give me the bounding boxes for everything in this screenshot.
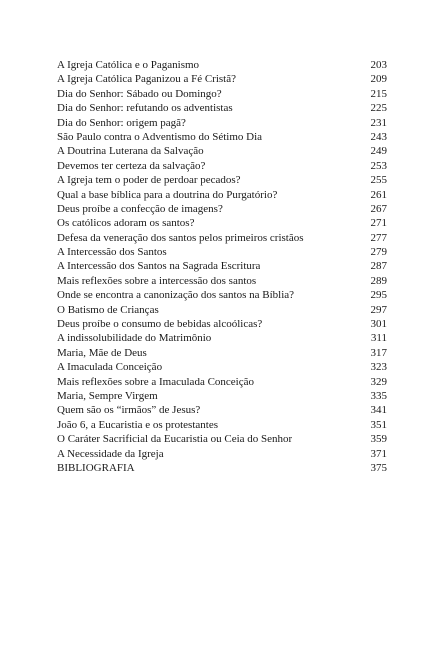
toc-entry-page-number: 253 <box>370 159 387 172</box>
toc-entry-page-number: 375 <box>370 461 387 474</box>
toc-entry <box>57 173 387 187</box>
toc-entry-title: São Paulo contra o Adventismo do Sétimo Dia <box>57 130 263 143</box>
toc-entry-page-number: 271 <box>370 217 387 230</box>
toc-entry-page-number: 335 <box>370 389 387 402</box>
toc-entry <box>57 432 387 446</box>
toc-entry-title: A Intercessão dos Santos <box>57 246 167 259</box>
toc-entry-title: Defesa da veneração dos santos pelos primeiros cristãos <box>57 231 304 244</box>
toc-entry <box>57 418 387 432</box>
toc-entry-page-number: 323 <box>370 361 387 374</box>
toc-entry <box>57 202 387 216</box>
toc-entry-title: Quem são os “irmãos” de Jesus? <box>57 404 201 417</box>
toc-entry-title: A Igreja Católica e o Paganismo <box>57 59 200 71</box>
toc-entry <box>57 130 387 144</box>
toc-entry <box>57 274 387 288</box>
toc-entry <box>57 461 387 475</box>
toc-entry <box>57 317 387 331</box>
toc-entry <box>57 360 387 374</box>
toc-entry-page-number: 203 <box>370 59 387 71</box>
toc-entry <box>57 375 387 389</box>
toc-entry-page-number: 329 <box>370 375 387 388</box>
toc-entry-page-number: 317 <box>370 346 387 359</box>
toc-entry-title: Mais reflexões sobre a intercessão dos santos <box>57 274 257 287</box>
toc-entry-page-number: 267 <box>370 202 387 215</box>
toc-entry <box>57 188 387 202</box>
toc-entry <box>57 72 387 86</box>
toc-entry <box>57 159 387 173</box>
toc-entry <box>57 87 387 101</box>
toc-entry-title: A Igreja Católica Paganizou a Fé Cristã? <box>57 73 236 86</box>
toc-entry-title: BIBLIOGRAFIA <box>57 461 135 474</box>
toc-entry-title: A Imaculada Conceição <box>57 361 163 374</box>
toc-entry-page-number: 301 <box>370 318 387 331</box>
toc-entry <box>57 116 387 130</box>
toc-entry <box>57 346 387 360</box>
toc-entry-title: A indissolubilidade do Matrimônio <box>57 332 212 345</box>
toc-entry-title: Deus proíbe a confecção de imagens? <box>57 202 223 215</box>
toc-entry-page-number: 279 <box>370 246 387 259</box>
toc-entry-page-number: 249 <box>370 145 387 158</box>
toc-entry <box>57 245 387 259</box>
toc-entry-page-number: 341 <box>370 404 387 417</box>
table-of-contents <box>57 58 387 475</box>
toc-entry-title: Dia do Senhor: origem pagã? <box>57 116 186 129</box>
toc-entry-page-number: 261 <box>370 188 387 201</box>
toc-entry-title: A Igreja tem o poder de perdoar pecados? <box>57 174 241 187</box>
toc-entry-title: Maria, Sempre Virgem <box>57 389 158 402</box>
toc-entry <box>57 447 387 461</box>
toc-entry-page-number: 295 <box>370 289 387 302</box>
toc-entry-page-number: 243 <box>370 130 387 143</box>
toc-entry-page-number: 287 <box>370 260 387 273</box>
toc-entry-page-number: 297 <box>370 303 387 316</box>
toc-entry-title: Mais reflexões sobre a Imaculada Conceição <box>57 375 254 388</box>
toc-entry-title: Os católicos adoram os santos? <box>57 217 195 230</box>
toc-entry-page-number: 359 <box>370 433 387 446</box>
toc-entry <box>57 231 387 245</box>
toc-entry-page-number: 371 <box>370 447 387 460</box>
toc-entry-title: Onde se encontra a canonização dos santos na Bíblia? <box>57 289 295 302</box>
toc-entry <box>57 389 387 403</box>
toc-entry-title: Maria, Mãe de Deus <box>57 346 147 359</box>
toc-entry-title: O Batismo de Crianças <box>57 303 159 316</box>
toc-entry <box>57 58 387 72</box>
toc-entry <box>57 403 387 417</box>
toc-entry-title: A Necessidade da Igreja <box>57 447 164 460</box>
toc-entry-title: Devemos ter certeza da salvação? <box>57 159 206 172</box>
toc-entry-page-number: 311 <box>370 332 387 345</box>
toc-entry-title: A Doutrina Luterana da Salvação <box>57 145 204 158</box>
toc-entry-page-number: 231 <box>370 116 387 129</box>
toc-entry-page-number: 215 <box>370 87 387 100</box>
toc-entry-title: Dia do Senhor: refutando os adventistas <box>57 102 233 115</box>
toc-entry <box>57 331 387 345</box>
toc-entry <box>57 288 387 302</box>
toc-entry-page-number: 255 <box>370 174 387 187</box>
toc-entry-page-number: 225 <box>370 102 387 115</box>
toc-entry-page-number: 289 <box>370 274 387 287</box>
toc-entry-title: João 6, a Eucaristia e os protestantes <box>57 418 218 431</box>
toc-entry <box>57 144 387 158</box>
toc-entry <box>57 101 387 115</box>
toc-entry-title: Dia do Senhor: Sábado ou Domingo? <box>57 87 222 100</box>
toc-entry-title: A Intercessão dos Santos na Sagrada Escritura <box>57 260 261 273</box>
toc-entry-page-number: 351 <box>370 418 387 431</box>
toc-entry-title: Qual a base bíblica para a doutrina do Purgatório? <box>57 188 278 201</box>
toc-entry-page-number: 277 <box>370 231 387 244</box>
toc-entry <box>57 216 387 230</box>
toc-entry <box>57 303 387 317</box>
toc-entry-title: Deus proíbe o consumo de bebidas alcoólicas? <box>57 318 263 331</box>
toc-entry-page-number: 209 <box>370 73 387 86</box>
toc-entry-title: O Caráter Sacrificial da Eucaristia ou Ceia do Senhor <box>57 433 293 446</box>
toc-entry <box>57 259 387 273</box>
